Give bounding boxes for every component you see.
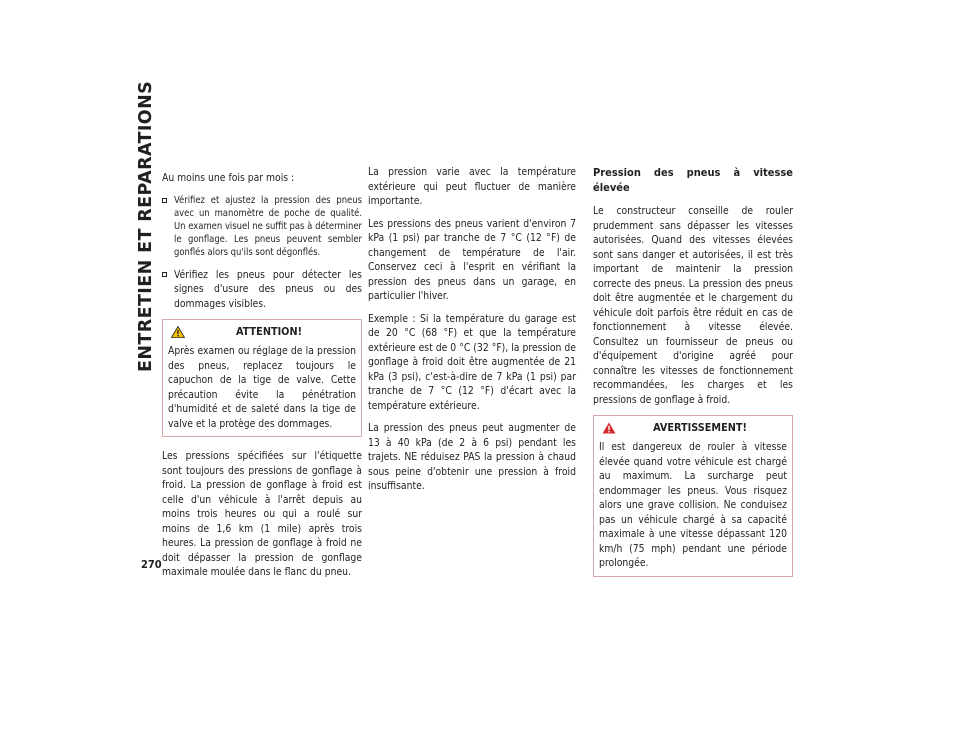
attention-title: ATTENTION!	[236, 325, 302, 339]
column-1	[162, 171, 362, 588]
column-2	[368, 165, 576, 502]
warning-triangle-icon	[602, 422, 616, 434]
high-speed-paragraph: Le constructeur conseille de rouler prudemment sans dépasser les vitesses autorisées. Quand des vitesses élevées sont sans danger et autorisées, il est très important de maintenir la pression correcte des pneus. La pression des pneus doit être augmentée et le chargement du véhicule doit parfois être réduit en cas de fonctionnement à vitesse élevée. Consultez un fournisseur de pneus ou d'équipement d'origine agréé pour connaître les vitesses de fonctionnement recommandées, les charges et les pressions de gonflage à froid.	[593, 205, 793, 406]
warning-header	[594, 416, 792, 440]
paragraph: La pression des pneus peut augmenter de 13 à 40 kPa (de 2 à 6 psi) pendant les trajets. NE réduisez PAS la pression à chaud sous peine d'obtenir une pression à froid insuffisante.	[368, 422, 576, 492]
monthly-checklist	[162, 194, 362, 312]
warning-title: AVERTISSEMENT!	[653, 421, 747, 434]
column-3	[593, 165, 793, 589]
paragraph: Exemple : Si la température du garage est de 20 °C (68 °F) et que la température extérieure est de 0 °C (32 °F), la pression de gonflage à froid doit être augmentée de 21 kPa (3 psi), c'est-à-dire de 7 kPa (1 psi) par tranche de 7 °C (12 °F) d'écart avec la température extérieure.	[368, 312, 576, 412]
list-item	[162, 194, 362, 260]
caution-triangle-icon	[171, 326, 185, 338]
list-item-text: Vérifiez les pneus pour détecter les signes d'usure des pneus ou des dommages visibles.	[174, 268, 362, 310]
warning-box	[593, 415, 793, 577]
list-item	[162, 268, 362, 312]
paragraph: La pression varie avec la température extérieure qui peut fluctuer de manière importante.	[368, 166, 576, 207]
warning-text: Il est dangereux de rouler à vitesse élevée quand votre véhicule est chargé au maximum. La surcharge peut endommager les pneus. Vous risquez alors une grave collision. Ne conduisez pas un véhicule chargé à sa capacité maximale à une vitesse dépassant 120 km/h (75 mph) pendant une période prolongée.	[599, 441, 787, 569]
page-number: 270	[141, 558, 162, 571]
attention-header	[163, 320, 361, 344]
square-bullet-icon	[162, 272, 167, 277]
square-bullet-icon	[162, 198, 167, 203]
monthly-intro: Au moins une fois par mois :	[162, 172, 295, 184]
paragraph: Les pressions des pneus varient d'environ 7 kPa (1 psi) par tranche de 7 °C (12 °F) de changement de température de l'air. Conservez ceci à l'esprit en vérifiant la pression des pneus dans un garage, en particulier l'hiver.	[368, 217, 576, 302]
section-heading: Pression des pneus à vitesse élevée	[593, 166, 793, 194]
attention-text: Après examen ou réglage de la pression des pneus, replacez toujours le capuchon de la tige de valve. Cette précaution évite la pénétration d'humidité et de saleté dans la tige de valve et la protège des dommages.	[168, 345, 356, 430]
list-item-text: Vérifiez et ajustez la pression des pneus avec un manomètre de poche de qualité. Un examen visuel ne suffit pas à déterminer le gonflage. Les pneus peuvent sembler gonflés alors qu'ils sont dégonflés.	[174, 194, 362, 259]
chapter-side-title: ENTRETIEN ET REPARATIONS	[136, 80, 156, 372]
cold-pressure-paragraph: Les pressions spécifiées sur l'étiquette sont toujours des pressions de gonflage à froid. La pression de gonflage à froid est celle d'un véhicule à l'arrêt depuis au moins trois heures ou qui a roulé sur moins de 1,6 km (1 mile) après trois heures. La pression de gonflage à froid ne doit dépasser la pression de gonflage maximale moulée dans le flanc du pneu.	[162, 450, 362, 579]
attention-box	[162, 319, 362, 437]
